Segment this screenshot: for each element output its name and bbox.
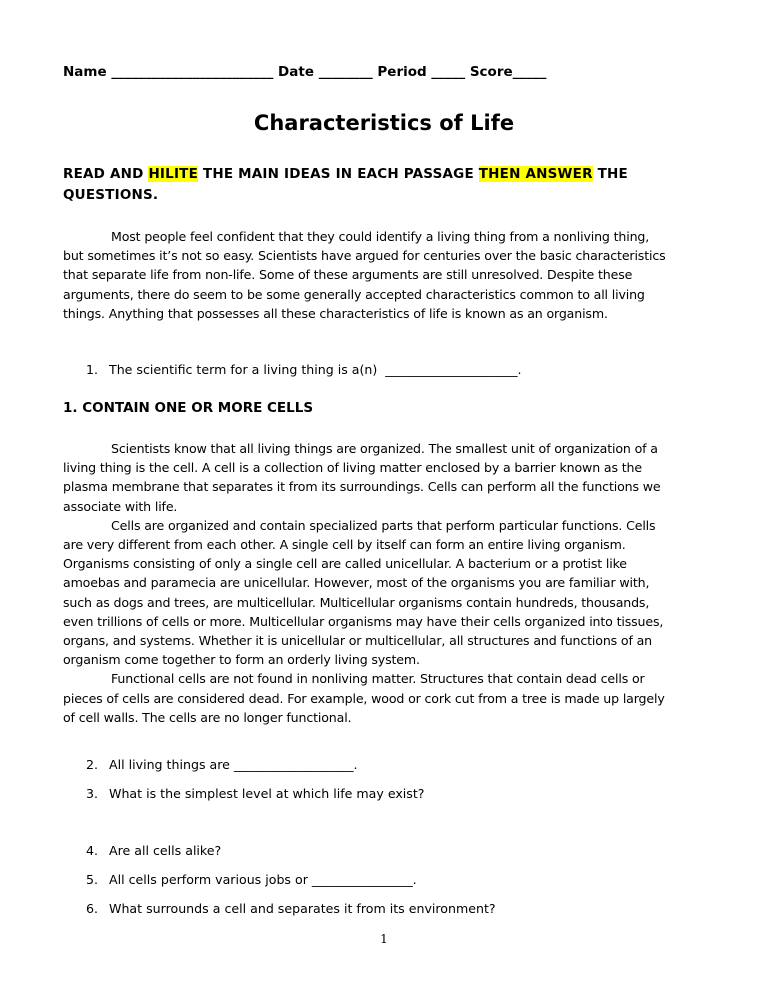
question-text: What surrounds a cell and separates it from its environment?: [109, 901, 496, 916]
question-2[interactable]: [86, 757, 358, 772]
intro-paragraph: Most people feel confident that they could identify a living thing from a nonliving thing, but sometimes it’s not so easy. Scientists have argued for centuries over the basic characteristics that separate life from non-life. Some of these arguments are still unresolved. Despite these arguments, there do seem to be some generally accepted characteristics common to all living things. Anything that possesses all these characteristics of life is known as an organism.: [63, 229, 666, 321]
question-text: All cells perform various jobs or ________________.: [109, 872, 417, 887]
question-text: The scientific term for a living thing is a(n) _____________________.: [109, 362, 522, 377]
page-number: 1: [380, 932, 388, 946]
question-number: 4.: [86, 843, 99, 858]
instructions-text: READ AND: [63, 166, 149, 182]
instructions-text: THE QUESTIONS.: [63, 166, 628, 203]
question-3[interactable]: [86, 786, 424, 801]
period-field[interactable]: _____: [431, 64, 466, 80]
question-number: 6.: [86, 901, 99, 916]
question-number: 5.: [86, 872, 99, 887]
question-text: All living things are ___________________.: [109, 757, 358, 772]
instructions-text: THE MAIN IDEAS IN EACH PASSAGE: [198, 166, 479, 182]
question-4[interactable]: [86, 843, 221, 858]
score-label: Score: [469, 64, 513, 80]
intro-passage: [63, 227, 673, 323]
question-text: Are all cells alike?: [109, 843, 222, 858]
section-heading: 1. CONTAIN ONE OR MORE CELLS: [63, 400, 314, 416]
passage-paragraph: Functional cells are not found in nonliving matter. Structures that contain dead cells or pieces of cells are considered dead. For example, wood or cork cut from a tree is made up largely of cell walls. The cells are no longer functional.: [63, 671, 665, 725]
question-number: 2.: [86, 757, 99, 772]
period-label: Period: [377, 64, 427, 80]
highlighted-hilite: HILITE: [148, 166, 199, 182]
name-label: Name: [63, 64, 107, 80]
date-label: Date: [278, 64, 314, 80]
score-field[interactable]: _____: [512, 64, 547, 80]
question-text: What is the simplest level at which life may exist?: [109, 786, 425, 801]
student-info-line: [63, 64, 546, 80]
instructions: [63, 164, 713, 206]
passage-paragraph: Cells are organized and contain specialized parts that perform particular functions. Cells are very different from each other. A single cell by itself can form an entire living organism. Organisms consisting of only a single cell are called unicellular. A bacterium or a protist like amoebas and paramecia are unicellular. However, most of the organisms you are familiar with, such as dogs and trees, are multicellular. Multicellular organisms contain hundreds, thousands, even trillions of cells or more. Multicellular organisms may have their cells organized into tissues, organs, and systems. Whether it is unicellular or multicellular, all structures and functions of an organism come together to form an orderly living system.: [63, 517, 664, 668]
question-5[interactable]: [86, 872, 417, 887]
passage-paragraph: Scientists know that all living things are organized. The smallest unit of organization of a living thing is the cell. A cell is a collection of living matter enclosed by a barrier known as the plasma membrane that separates it from its surroundings. Cells can perform all the functions we associate with life.: [63, 441, 661, 514]
question-number: 3.: [86, 786, 99, 801]
page-title: Characteristics of Life: [253, 111, 515, 135]
question-number: 1.: [86, 362, 99, 377]
highlighted-then-answer: THEN ANSWER: [478, 166, 593, 182]
date-field[interactable]: ________: [318, 64, 373, 80]
section-1-passage: [63, 439, 673, 727]
question-1[interactable]: [86, 362, 522, 377]
name-field[interactable]: ________________________: [111, 64, 274, 80]
question-6[interactable]: [86, 901, 496, 916]
